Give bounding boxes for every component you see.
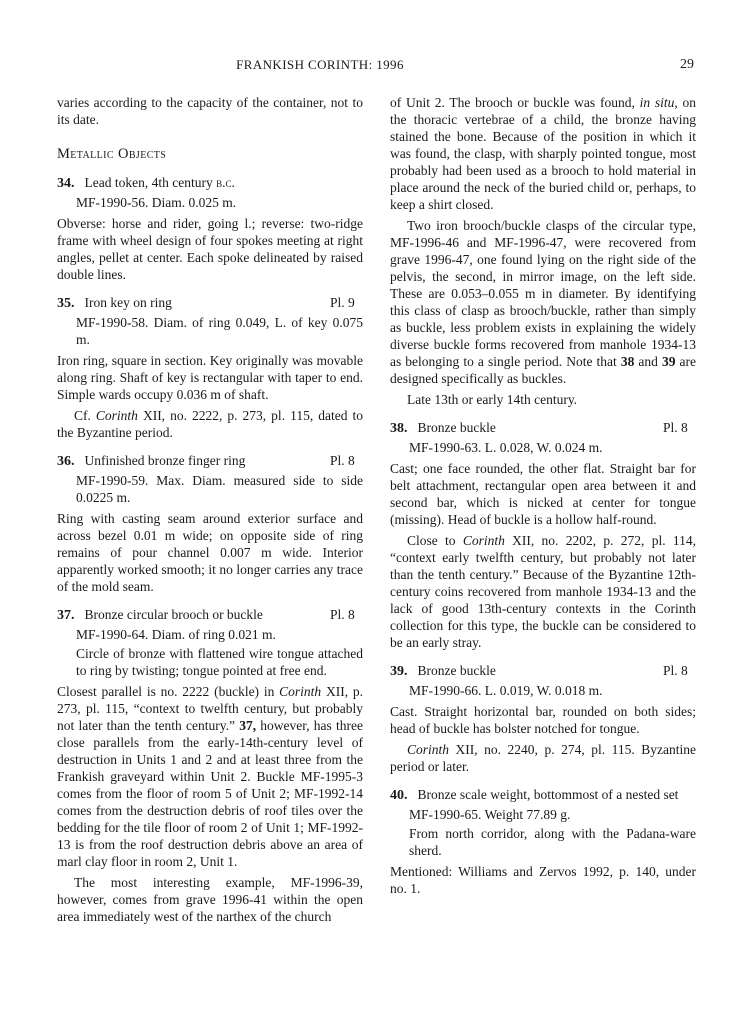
text-segment: Iron ring, square in section. Key originally was movable along ring. Shaft of key is rectangular with taper to end. Simple wards occupy 0.036 m of shaft.	[57, 353, 363, 402]
continuation-paragraph	[57, 94, 363, 128]
text-segment: varies according to the capacity of the container, not to its date.	[57, 95, 363, 127]
entry-heading-39: Pl. 8 39. Bronze buckle	[390, 663, 688, 679]
entry-37-discussion	[57, 683, 363, 870]
entry-40-catalog-line	[409, 806, 696, 823]
entry-34-description	[57, 215, 363, 283]
text-segment: are designed specifically as buckles.	[390, 354, 696, 386]
entry-37-discussion-3	[390, 217, 696, 387]
entry-heading-40	[390, 786, 696, 804]
text-segment: in situ	[639, 95, 675, 110]
text-segment: Mentioned: Williams and Zervos 1992, p. 140, under no. 1.	[390, 864, 696, 896]
page-number: 29	[680, 57, 694, 72]
entry-39-description	[390, 703, 696, 737]
text-segment: MF-1990-63. L. 0.028, W. 0.024 m.	[409, 440, 603, 455]
entry-38-description	[390, 460, 696, 528]
text-segment: Ring with casting seam around exterior surface and across bezel 0.01 m wide; on opposite side of ring remains of pour channel 0.007 m wide. Interior apparently worked smooth; it no longer carries any trace of the mold seam.	[57, 511, 363, 594]
text-segment: MF-1990-64. Diam. of ring 0.021 m.	[76, 627, 276, 642]
text-segment: MF-1990-58. Diam. of ring 0.049, L. of key 0.075 m.	[76, 315, 363, 347]
text-segment: Unfinished bronze finger ring	[84, 453, 246, 468]
text-segment: Corinth	[95, 408, 138, 423]
entry-heading-37: Pl. 8 37. Bronze circular brooch or buckle	[57, 607, 355, 623]
text-segment: Bronze scale weight, bottommost of a nested set	[417, 787, 679, 802]
entry-36-catalog-line	[76, 472, 363, 506]
text-segment: of Unit 2. The brooch or buckle was found,	[390, 95, 640, 110]
text-segment: Obverse: horse and rider, going l.; reverse: two-ridge frame with wheel design of four spokes meeting at right angles, pellet at center. Each spoke delineated by raised double lines.	[57, 216, 363, 282]
text-segment: 39	[661, 354, 676, 369]
text-segment: XII, no. 2202, p. 272, pl. 114, “context early twelfth century, but probably not later than the tenth century.” Because of the Byzantine 12th-century coins recovered from manhole 1934-13 and the lack of good 13th-century contexts in the Corinth collection for this type, the buckle can be considered to be an early stray.	[390, 533, 696, 650]
page-header	[0, 57, 749, 77]
text-segment: Circle of bronze with flattened wire tongue attached to ring by twisting; tongue pointed at free end.	[76, 646, 363, 678]
text-segment: Closest parallel is no. 2222 (buckle) in	[57, 684, 280, 699]
entry-37-continuation	[390, 94, 696, 213]
catalog-entry-number: 40.	[390, 788, 408, 803]
catalog-entry-number: 38.	[390, 421, 408, 436]
entry-heading-34	[57, 174, 363, 192]
text-segment: The most interesting example, MF-1996-39, however, comes from grave 1996-41 within the open area immediately west of the narthex of the church	[57, 875, 363, 924]
text-segment: Corinth	[462, 533, 505, 548]
text-segment: Bronze circular brooch or buckle	[84, 607, 263, 622]
right-column	[390, 90, 696, 897]
text-segment: XII, no. 2222, p. 273, pl. 115, dated to the Byzantine period.	[57, 408, 363, 440]
text-segment: XII, no. 2240, p. 274, pl. 115. Byzantine period or later.	[390, 742, 696, 774]
catalog-entry-number: 36.	[57, 454, 75, 469]
text-segment: Corinth	[279, 684, 322, 699]
entry-37-description	[76, 645, 363, 679]
text-segment: Corinth	[407, 742, 450, 757]
left-column	[57, 90, 363, 925]
text-segment: XII, p. 273, pl. 115, “context to twelfth century, but probably not later than the tenth century.”	[57, 684, 363, 733]
section-heading-metallic-objects	[57, 146, 363, 163]
text-segment: MF-1990-66. L. 0.019, W. 0.018 m.	[409, 683, 603, 698]
text-segment: 37,	[239, 718, 257, 733]
entry-heading-36: Pl. 8 36. Unfinished bronze finger ring	[57, 453, 355, 469]
entry-39-catalog-line	[409, 682, 696, 699]
text-segment: Bronze buckle	[417, 420, 496, 435]
text-segment: Close to	[407, 533, 463, 548]
catalog-entry-number: 34.	[57, 176, 75, 191]
catalog-entry-number: 35.	[57, 296, 75, 311]
text-segment: , on the thoracic vertebrae of a child, the bronze having stained the bone. Because of the position in which it was found, the clasp, with sharply pointed tongue, most probably had been used as a brooch to hold material in place around the neck of the buried child or, perhaps, to keep a shirt closed.	[390, 95, 696, 212]
text-segment: 38	[620, 354, 635, 369]
entry-37-date	[390, 391, 696, 408]
entry-37-catalog-line	[76, 626, 363, 643]
entry-heading-35: Pl. 9 35. Iron key on ring	[57, 295, 355, 311]
running-head-title: FRANKISH CORINTH: 1996	[236, 57, 404, 72]
text-columns	[57, 90, 696, 925]
text-segment: and	[634, 354, 662, 369]
entry-35-comparanda	[57, 407, 363, 441]
text-segment: Lead token, 4th century	[84, 175, 217, 190]
catalog-entry-number: 37.	[57, 608, 75, 623]
text-segment: b.c.	[216, 175, 235, 190]
text-segment: Cf.	[74, 408, 96, 423]
entry-38-discussion	[390, 532, 696, 651]
text-segment: Iron key on ring	[84, 295, 172, 310]
entry-34-catalog-line	[76, 194, 363, 211]
entry-35-description	[57, 352, 363, 403]
entry-heading-38: Pl. 8 38. Bronze buckle	[390, 420, 688, 436]
text-segment: MF-1990-59. Max. Diam. measured side to side 0.0225 m.	[76, 473, 363, 505]
entry-35-catalog-line	[76, 314, 363, 348]
text-segment: From north corridor, along with the Padana-ware sherd.	[409, 826, 696, 858]
catalog-entry-number: 39.	[390, 664, 408, 679]
text-segment: MF-1990-56. Diam. 0.025 m.	[76, 195, 237, 210]
text-segment: Cast. Straight horizontal bar, rounded on both sides; head of buckle has bolster notched for tongue.	[390, 704, 696, 736]
entry-36-description	[57, 510, 363, 595]
text-segment: Bronze buckle	[417, 663, 496, 678]
entry-38-catalog-line	[409, 439, 696, 456]
entry-39-reference	[390, 741, 696, 775]
text-segment: Late 13th or early 14th century.	[407, 392, 578, 407]
text-segment: Cast; one face rounded, the other flat. Straight bar for belt attachment, rectangular open area between it and second bar, which is nicked at center for tongue (missing). Head of buckle is a hollow half-round.	[390, 461, 696, 527]
entry-37-discussion-2	[57, 874, 363, 925]
text-segment: Metallic Objects	[57, 146, 167, 162]
entry-40-provenance	[409, 825, 696, 859]
text-segment: MF-1990-65. Weight 77.89 g.	[409, 807, 571, 822]
text-segment: however, has three close parallels from the early-14th-century level of destruction in Units 1 and 2 and at least three from the Frankish graveyard within Unit 2. Buckle MF-1995-3 comes from the floor of room 5 of Unit 2; MF-1992-14 comes from the destruction debris of roof tiles over the bedding for the tile floor of room 2 of Unit 1; MF-1992-13 is from the roof destruction debris above an area of marl clay floor in room 2, Unit 1.	[57, 718, 363, 869]
entry-40-mentioned	[390, 863, 696, 897]
text-segment: Two iron brooch/buckle clasps of the circular type, MF-1996-46 and MF-1996-47, were recovered from grave 1996-47, one found lying on the right side of the pelvis, the second, in mirror image, on the left side. These are 0.053–0.055 m in diameter. By identifying this class of clasp as brooch/buckle, rather than simply as buckle, less problem exists in explaining the widely diverse buckle forms recovered from manhole 1934-13 as belonging to a single period. Note that	[390, 218, 696, 369]
